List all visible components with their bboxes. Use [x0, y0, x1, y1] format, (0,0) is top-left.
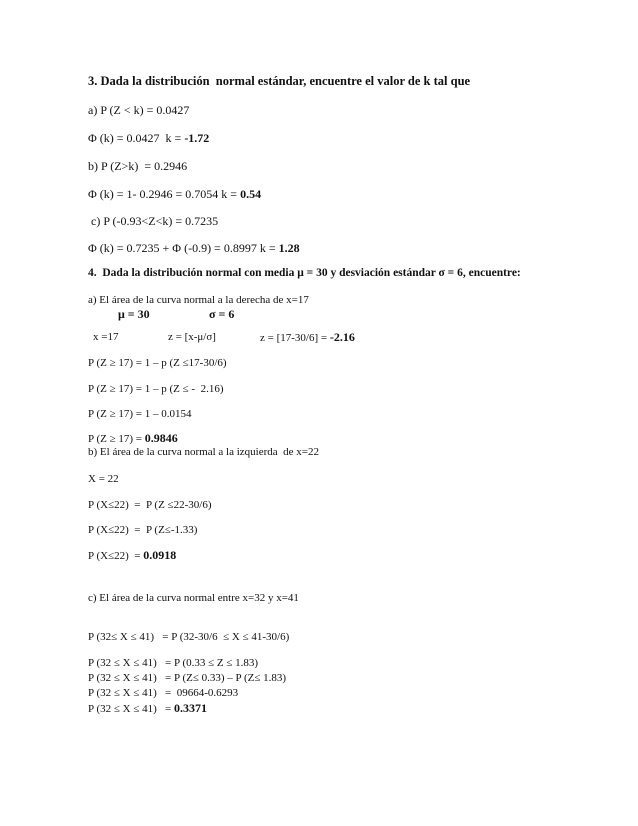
q3-b-statement: b) P (Z>k) = 0.2946: [88, 159, 188, 173]
q4-b-x: X = 22: [88, 473, 119, 485]
q4-x-value: x =17: [93, 331, 119, 343]
question-4-title: [88, 266, 521, 280]
q4-a-step-4: [88, 431, 178, 446]
q4-z-formula: z = [x-μ/σ]: [168, 331, 216, 343]
q4-b-step-1: P (X≤22) = P (Z ≤22-30/6): [88, 499, 212, 511]
q3-c-answer: 1.28: [278, 241, 300, 255]
q4-title-number: 4: [88, 267, 94, 279]
q4-title-text: . Dada la distribución normal con media μ = 30 y desviación estándar σ = 6, encuentre:: [93, 267, 521, 279]
q3-a-result: [88, 131, 209, 145]
q4-mu: μ = 30: [118, 307, 150, 321]
q4-c-step-5-text: P (32 ≤ X ≤ 41) =: [88, 703, 175, 715]
q3-c-result-text: Φ (k) = 0.7235 + Φ (-0.9) = 0.8997 k =: [88, 241, 279, 255]
q4-a-statement: a) El área de la curva normal a la derecha de x=17: [88, 294, 309, 306]
q3-c-statement: c) P (-0.93<Z<k) = 0.7235: [88, 214, 219, 228]
q4-b-statement: b) El área de la curva normal a la izquierda de x=22: [88, 446, 319, 458]
q4-a-step-1: P (Z ≥ 17) = 1 – p (Z ≤17-30/6): [88, 357, 227, 369]
q4-z-calc-text: z = [17-30/6] =: [260, 332, 330, 344]
q4-a-step-4-text: P (Z ≥ 17) =: [88, 433, 145, 445]
q4-b-step-3: [88, 548, 176, 563]
q4-c-step-1: P (32≤ X ≤ 41) = P (32-30/6 ≤ X ≤ 41-30/6): [88, 631, 290, 643]
q4-c-step-3: P (32 ≤ X ≤ 41) = P (Z≤ 0.33) – P (Z≤ 1.83): [88, 672, 287, 684]
q4-a-step-3: P (Z ≥ 17) = 1 – 0.0154: [88, 408, 192, 420]
q4-a-answer: 0.9846: [144, 431, 178, 445]
q4-c-step-4: P (32 ≤ X ≤ 41) = 09664-0.6293: [88, 687, 239, 699]
question-3-title: 3. Dada la distribución normal estándar, encuentre el valor de k tal que: [88, 74, 471, 88]
q4-c-answer: 0.3371: [174, 701, 208, 715]
q4-a-step-2: P (Z ≥ 17) = 1 – p (Z ≤ - 2.16): [88, 383, 224, 395]
q4-b-step-2: P (X≤22) = P (Z≤-1.33): [88, 524, 198, 536]
q4-z-answer: -2.16: [329, 330, 355, 344]
q3-a-answer: -1.72: [184, 131, 210, 145]
q4-b-answer: 0.0918: [143, 548, 177, 562]
q4-c-step-5: [88, 701, 207, 716]
q3-b-result-text: Φ (k) = 1- 0.2946 = 0.7054 k =: [88, 187, 241, 201]
q3-a-statement: a) P (Z < k) = 0.0427: [88, 103, 190, 117]
q4-c-step-2: P (32 ≤ X ≤ 41) = P (0.33 ≤ Z ≤ 1.83): [88, 657, 259, 669]
q3-c-result: [88, 241, 300, 255]
q4-b-step-3-text: P (X≤22) =: [88, 550, 144, 562]
q4-c-statement: c) El área de la curva normal entre x=32 y x=41: [88, 592, 299, 604]
q3-b-result: [88, 187, 261, 201]
q4-z-calc: [260, 330, 355, 345]
q3-b-answer: 0.54: [240, 187, 262, 201]
q4-sigma: σ = 6: [209, 307, 235, 321]
q3-a-result-text: Φ (k) = 0.0427 k =: [88, 131, 185, 145]
